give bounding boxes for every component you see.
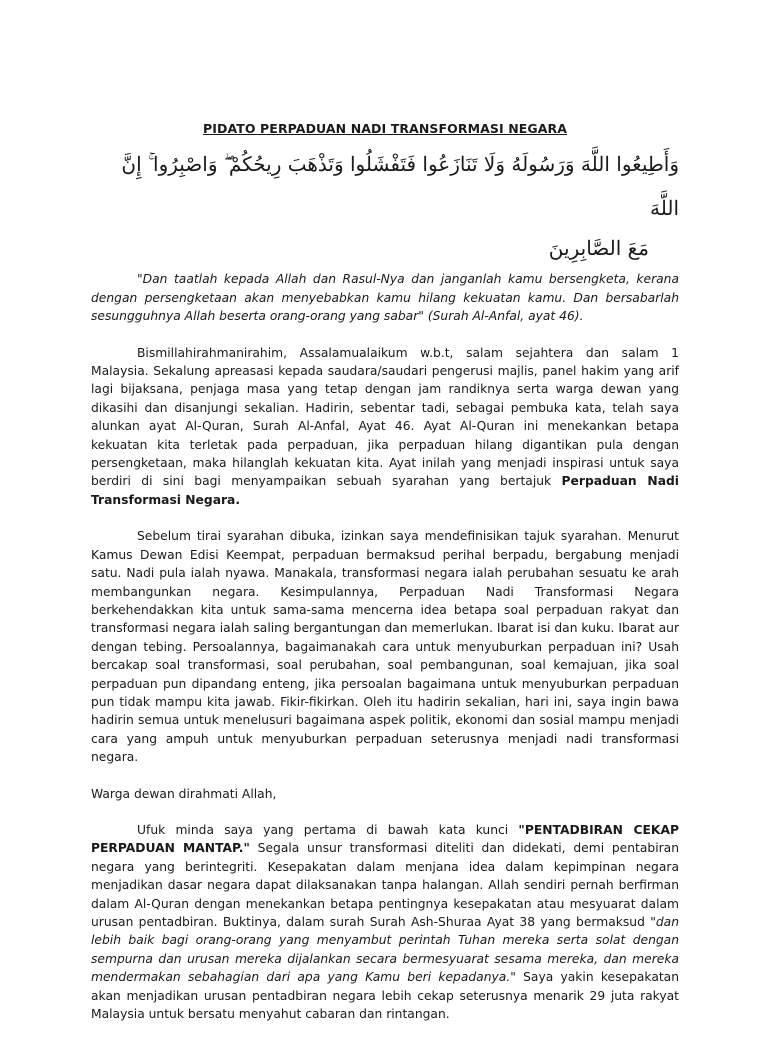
first-point-body: Segala unsur transformasi diteliti dan didekati, demi pentabiran negara yang berintegriti. Kesepakatan dalam menjana idea dalam kepimpinan negara menjadikan dasar negara dapat dilaksanakan tanpa halangan. Allah sendiri pernah berfirman dalam Al-Quran dengan menekankan betapa pentingnya kesepakatan atau mesyuarat dalam urusan pentadbiran. Buktinya, dalam surah Surah Ash-Shuraa Ayat 38 yang bermaksud	[91, 841, 680, 929]
paragraph-opening	[91, 344, 679, 510]
first-point-keyword: "PENTADBIRAN CEKAP PERPADUAN MANTAP."	[91, 822, 679, 856]
paragraph-definition: Sebelum tirai syarahan dibuka, izinkan saya mendefinisikan tajuk syarahan. Menurut Kamus Dewan Edisi Keempat, perpaduan bermaksud perihal berpadu, bergabung menjadi satu. Nadi pula ialah nyawa. Manakala, transformasi negara ialah perubahan sesuatu ke arah membangunkan negara. Kesimpulannya, Perpaduan Nadi Transformasi Negara berkehendakkan kita untuk sama-sama mencerna idea betapa soal perpaduan rakyat dan transformasi negara ialah saling bergantungan dan memerlukan. Ibarat isi dan kuku. Ibarat aur dengan tebing. Persoalannya, bagaimanakah cara untuk menyuburkan perpaduan ini? Usah bercakap soal transformasi, soal perubahan, soal pembangunan, soal kemajuan, jika soal perpaduan pun dipandang enteng, jika persoalan bagaimana untuk menyuburkan perpaduan pun tidak mampu kita jawab. Fikir-fikirkan. Oleh itu hadirin sekalian, hari ini, saya ingin bawa hadirin semua untuk menelusuri bagaimana aspek politik, ekonomi dan sosial mampu menjadi cara yang ampuh untuk menyuburkan perpaduan seterusnya menjadi nadi transformasi negara.	[91, 529, 679, 765]
paragraph-first-point	[91, 821, 679, 1023]
document-body	[91, 120, 679, 1041]
first-point-end: Saya yakin kesepakatan akan menjadikan urusan pentadbiran negara lebih cekap seterusnya menarik 29 juta rakyat Malaysia untuk bersatu menyahut cabaran dan rintangan.	[91, 970, 679, 1022]
first-point-intro: Ufuk minda saya yang pertama di bawah kata kunci	[137, 822, 519, 837]
page-title: PIDATO PERPADUAN NADI TRANSFORMASI NEGARA	[202, 121, 568, 136]
speech-topic: Perpaduan Nadi Transformasi Negara.	[91, 474, 680, 507]
arabic-verse-line-2: مَعَ الصَّابِرِينَ	[548, 236, 649, 261]
first-point-quote: "dan lebih baik bagi orang-orang yang menyambut perintah Tuhan mereka serta solat dengan sempurna dan urusan mereka dijalankan secara bermesyuarat sesama mereka, dan mereka mendermakan sebahagian dari apa yang Kamu beri kepadanya."	[91, 915, 679, 985]
verse-translation: "Dan taatlah kepada Allah dan Rasul-Nya dan janganlah kamu bersengketa, kerana dengan persengketaan akan menyebabkan kamu hilang kekuatan kamu. Dan bersabarlah sesungguhnya Allah beserta orang-orang yang sabar" (Surah Al-Anfal, ayat 46).	[91, 272, 679, 324]
greeting-line: Warga dewan dirahmati Allah,	[91, 786, 277, 801]
arabic-verse-line-1: وَأَطِيعُوا اللَّهَ وَرَسُولَهُ وَلَا تَنَازَعُوا فَتَفْشَلُوا وَتَذْهَبَ رِيحُكُمْ ۖ وَاصْبِرُوا ۚ إِنَّ اللَّهَ	[121, 152, 679, 221]
paragraph-opening-text: Bismillahirahmanirahim, Assalamualaikum w.b.t, salam sejahtera dan salam 1 Malaysia. Sekalung apreasasi kepada saudara/saudari pengerusi majlis, panel hakim yang arif lagi bijaksana, penjaga masa yang tetap dengan jam randiknya serta warga dewan yang dikasihi dan disanjungi sekalian. Hadirin, sebentar tadi, sebagai pembuka kata, telah saya alunkan ayat Al-Quran, Surah Al-Anfal, Ayat 46. Ayat Al-Quran ini menekankan betapa kekuatan kita terletak pada perpaduan, jika perpaduan hilang digantikan pula dengan persengketaan, maka hilanglah kekuatan kita. Ayat inilah yang menjadi inspirasi untuk saya berdiri di sini bagi menyampaikan sebuah syarahan yang bertajuk	[91, 345, 679, 489]
